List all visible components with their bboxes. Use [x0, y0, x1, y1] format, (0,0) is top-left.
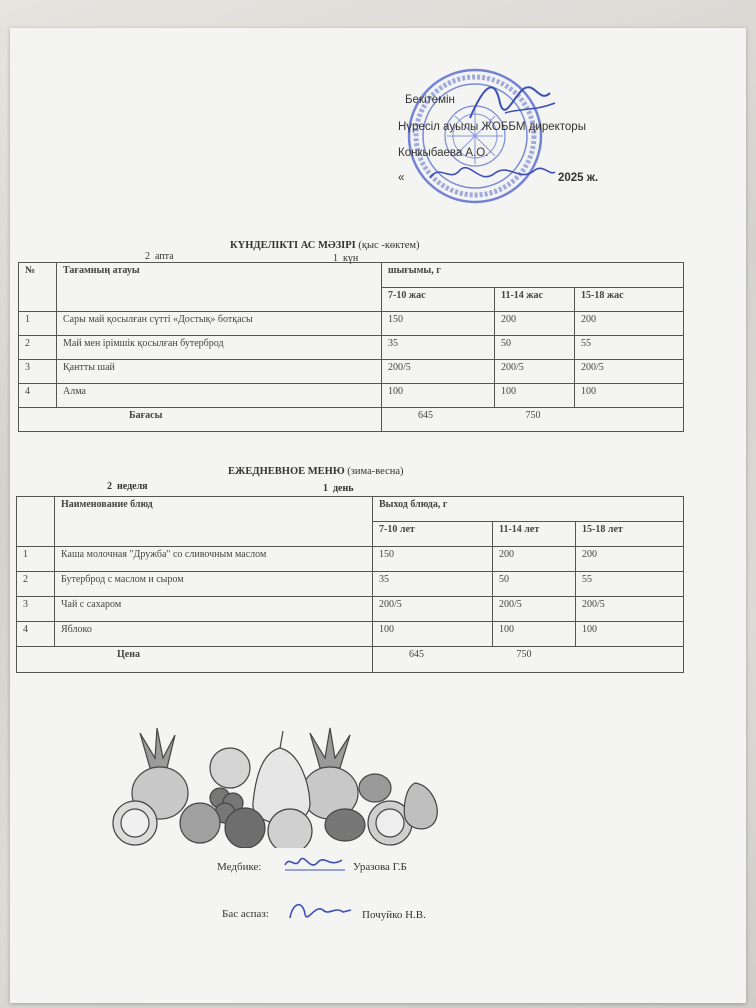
row-v2: 200	[495, 312, 575, 336]
row-v1: 35	[373, 572, 493, 597]
row-num: 2	[17, 572, 55, 597]
table-row	[17, 547, 684, 572]
row-v2: 200/5	[493, 597, 576, 622]
table-row	[17, 597, 684, 622]
row-v1: 100	[382, 384, 495, 408]
fruit-illustration	[105, 723, 445, 848]
row-num: 4	[17, 622, 55, 647]
row-v1: 200/5	[373, 597, 493, 622]
approval-line3: Конкыбаева А.О.	[398, 147, 489, 159]
table-row	[19, 336, 684, 360]
ru-header-output: Выход блюда, г	[373, 497, 684, 522]
table-row	[17, 572, 684, 597]
approval-line1: Бекітемін	[405, 94, 455, 106]
row-dish: Каша молочная "Дружба" со сливочным маслом	[55, 547, 373, 572]
cook-name: Почуйко Н.В.	[362, 909, 426, 921]
row-num: 1	[17, 547, 55, 572]
row-dish: Бутерброд с маслом и сыром	[55, 572, 373, 597]
ru-week: 2 неделя	[107, 481, 148, 492]
approval-date-year: 2025 ж.	[558, 172, 599, 184]
row-v3: 55	[576, 572, 684, 597]
row-num: 2	[19, 336, 57, 360]
cook-signature	[285, 896, 355, 926]
kz-price-values	[382, 408, 684, 432]
ru-header-num	[17, 497, 55, 547]
row-v3: 200/5	[575, 360, 684, 384]
row-num: 1	[19, 312, 57, 336]
row-dish: Алма	[57, 384, 382, 408]
ru-age-1: 7-10 лет	[373, 522, 493, 547]
row-v1: 35	[382, 336, 495, 360]
ru-menu-title: ЕЖЕДНЕВНОЕ МЕНЮ (зима-весна)	[228, 466, 404, 477]
document-sheet	[10, 28, 746, 1003]
nurse-name: Уразова Г.Б	[353, 861, 407, 873]
row-v3: 200	[576, 547, 684, 572]
kz-menu-table	[18, 262, 684, 432]
price-row	[19, 408, 684, 432]
ru-price-values	[373, 647, 684, 673]
row-dish: Яблоко	[55, 622, 373, 647]
kz-header-num: №	[19, 263, 57, 312]
nurse-label: Медбике:	[217, 861, 262, 873]
table-row	[17, 622, 684, 647]
row-dish: Май мен ірімшік қосылған бутерброд	[57, 336, 382, 360]
price-row	[17, 647, 684, 673]
kz-age-1: 7-10 жас	[382, 288, 495, 312]
ru-price-2: 750	[516, 649, 532, 660]
row-v2: 100	[493, 622, 576, 647]
row-v3: 100	[576, 622, 684, 647]
kz-day: 1 күн	[333, 253, 359, 264]
ru-price-1: 645	[409, 649, 424, 660]
ru-day: 1 день	[323, 483, 354, 494]
row-num: 4	[19, 384, 57, 408]
cook-label: Бас аспаз:	[222, 908, 269, 920]
kz-header-output: шығымы, г	[382, 263, 684, 288]
row-v2: 200	[493, 547, 576, 572]
row-dish: Сары май қосылған сүтті «Достық» ботқасы	[57, 312, 382, 336]
row-v3: 200	[575, 312, 684, 336]
row-v2: 50	[495, 336, 575, 360]
approval-line2: Нүресіл ауылы ЖОББМ директоры	[398, 121, 586, 133]
kz-age-2: 11-14 жас	[495, 288, 575, 312]
row-num: 3	[19, 360, 57, 384]
row-v1: 100	[373, 622, 493, 647]
table-row	[19, 312, 684, 336]
ru-age-3: 15-18 лет	[576, 522, 684, 547]
row-v3: 200/5	[576, 597, 684, 622]
kz-menu-title: КҮНДЕЛІКТІ АС МӘЗІРІ (қыс -көктем)	[230, 240, 420, 251]
ru-menu-table	[16, 496, 684, 673]
row-num: 3	[17, 597, 55, 622]
table-row	[19, 384, 684, 408]
ru-price-label: Цена	[17, 647, 373, 673]
approval-date-open: «	[398, 172, 405, 184]
kz-age-3: 15-18 жас	[575, 288, 684, 312]
row-dish: Чай с сахаром	[55, 597, 373, 622]
date-handwriting	[425, 158, 560, 193]
row-v2: 50	[493, 572, 576, 597]
row-v2: 200/5	[495, 360, 575, 384]
row-v3: 55	[575, 336, 684, 360]
nurse-signature	[280, 850, 350, 878]
table-row	[19, 360, 684, 384]
row-v1: 200/5	[382, 360, 495, 384]
row-v2: 100	[495, 384, 575, 408]
ru-header-name: Наименование блюд	[55, 497, 373, 547]
row-v1: 150	[373, 547, 493, 572]
kz-price-2: 750	[525, 410, 541, 421]
ru-age-2: 11-14 лет	[493, 522, 576, 547]
kz-week: 2 апта	[145, 251, 174, 262]
kz-price-label: Бағасы	[19, 408, 382, 432]
row-v3: 100	[575, 384, 684, 408]
kz-header-name: Тағамның атауы	[57, 263, 382, 312]
row-v1: 150	[382, 312, 495, 336]
kz-price-1: 645	[418, 410, 433, 421]
row-dish: Қантты шай	[57, 360, 382, 384]
